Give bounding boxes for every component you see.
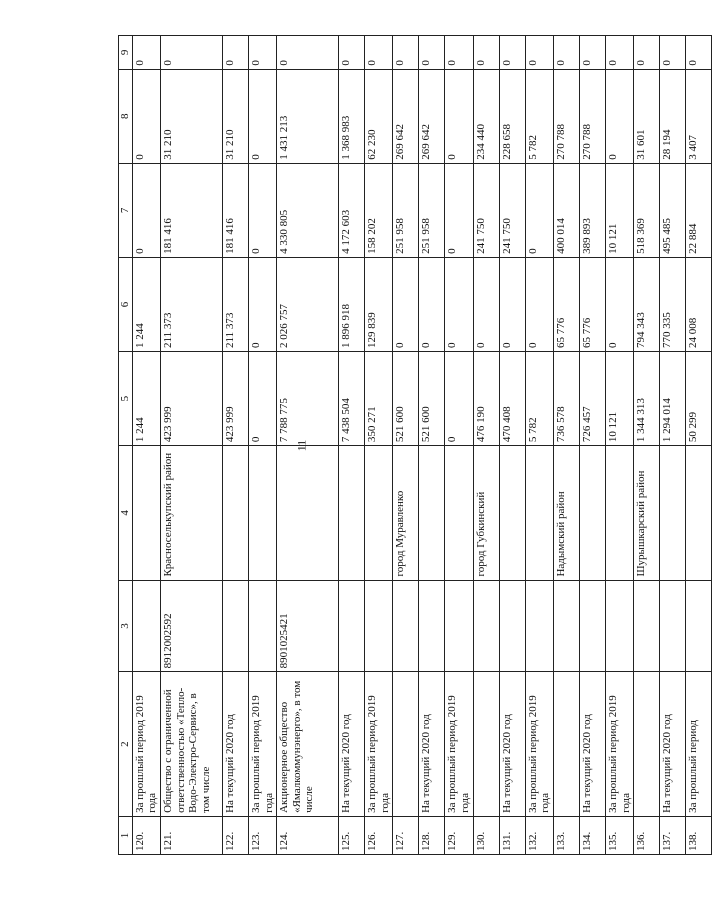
table-cell: 0 <box>445 352 473 446</box>
table-cell <box>525 446 553 580</box>
table-cell: На текущий 2020 год <box>339 672 365 817</box>
table-cell: 65 776 <box>580 257 606 351</box>
data-table <box>118 35 712 855</box>
table-cell: 4 172 603 <box>339 163 365 257</box>
table-cell: 127. <box>393 816 419 854</box>
table-cell <box>339 446 365 580</box>
table-cell: 0 <box>660 36 686 70</box>
table-cell: 181 416 <box>222 163 248 257</box>
table-cell: 2 026 757 <box>277 257 339 351</box>
table-cell: 126. <box>365 816 393 854</box>
table-cell: 270 788 <box>554 69 580 163</box>
table-cell: 0 <box>277 36 339 70</box>
header-cell: 7 <box>119 163 133 257</box>
table-cell: 181 416 <box>160 163 222 257</box>
table-cell: 1 294 014 <box>660 352 686 446</box>
table-cell: На текущий 2020 год <box>499 672 525 817</box>
table-cell: 389 893 <box>580 163 606 257</box>
table-cell: За прошлый период 2019 года <box>248 672 276 817</box>
table-cell: 423 999 <box>160 352 222 446</box>
table-row <box>222 36 248 855</box>
header-cell: 8 <box>119 69 133 163</box>
table-cell: 128. <box>419 816 445 854</box>
table-cell: 121. <box>160 816 222 854</box>
table-cell: 28 194 <box>660 69 686 163</box>
table-cell: 211 373 <box>160 257 222 351</box>
table-cell: За прошлый период 2019 года <box>606 672 634 817</box>
table-row <box>634 36 660 855</box>
table-cell: 31 210 <box>222 69 248 163</box>
table-cell: 4 330 805 <box>277 163 339 257</box>
table-cell: На текущий 2020 год <box>222 672 248 817</box>
table-row <box>132 36 160 855</box>
table-cell: 133. <box>554 816 580 854</box>
table-cell: 31 601 <box>634 69 660 163</box>
table-cell: 5 782 <box>525 69 553 163</box>
table-row <box>660 36 686 855</box>
table-cell: 269 642 <box>393 69 419 163</box>
table-cell: 0 <box>606 36 634 70</box>
table-cell <box>473 672 499 817</box>
table-cell <box>473 580 499 672</box>
table-cell: 7 438 504 <box>339 352 365 446</box>
table-cell: 0 <box>580 36 606 70</box>
table-cell: 0 <box>634 36 660 70</box>
table-cell: 228 658 <box>499 69 525 163</box>
header-cell: 4 <box>119 446 133 580</box>
table-cell: 134. <box>580 816 606 854</box>
table-cell: город Губкинский <box>473 446 499 580</box>
table-cell <box>132 446 160 580</box>
table-cell: 521 600 <box>419 352 445 446</box>
table-cell: 0 <box>445 36 473 70</box>
table-cell: 31 210 <box>160 69 222 163</box>
table-cell: 0 <box>473 257 499 351</box>
table-cell: 770 335 <box>660 257 686 351</box>
table-row <box>365 36 393 855</box>
table-cell: 251 958 <box>419 163 445 257</box>
table-cell <box>365 580 393 672</box>
table-row <box>499 36 525 855</box>
table-cell: 138. <box>686 816 712 854</box>
table-cell <box>222 446 248 580</box>
table-cell: За прошлый период 2019 года <box>445 672 473 817</box>
table-cell: 1 244 <box>132 352 160 446</box>
table-row <box>277 36 339 855</box>
table-cell: 241 750 <box>473 163 499 257</box>
table-cell: 0 <box>499 36 525 70</box>
table-cell: Акционерное общество «Ямалкоммунэнерго», в том числе <box>277 672 339 817</box>
table-cell: 62 230 <box>365 69 393 163</box>
table-cell: 24 008 <box>686 257 712 351</box>
table-cell: 8901025421 <box>277 580 339 672</box>
table-cell: 65 776 <box>554 257 580 351</box>
table-cell: 726 457 <box>580 352 606 446</box>
table-cell: 736 578 <box>554 352 580 446</box>
table-cell: 0 <box>132 163 160 257</box>
table-cell: 0 <box>222 36 248 70</box>
table-row <box>393 36 419 855</box>
table-cell: На текущий 2020 год <box>580 672 606 817</box>
table-cell <box>339 580 365 672</box>
table-cell: 400 014 <box>554 163 580 257</box>
table-cell <box>419 580 445 672</box>
table-cell: 270 788 <box>580 69 606 163</box>
table-cell <box>525 580 553 672</box>
table-cell: 211 373 <box>222 257 248 351</box>
table-cell: 5 782 <box>525 352 553 446</box>
table-cell: 476 190 <box>473 352 499 446</box>
table-row <box>686 36 712 855</box>
table-cell: 423 999 <box>222 352 248 446</box>
table-cell <box>393 672 419 817</box>
table-cell <box>660 446 686 580</box>
table-cell: 269 642 <box>419 69 445 163</box>
table-cell: Шурышкарский район <box>634 446 660 580</box>
table-cell: 135. <box>606 816 634 854</box>
table-cell: За прошлый период <box>686 672 712 817</box>
table-cell <box>248 446 276 580</box>
table-cell: За прошлый период 2019 года <box>365 672 393 817</box>
table-cell: 234 440 <box>473 69 499 163</box>
table-cell: 0 <box>445 69 473 163</box>
page-number: 11 <box>294 439 309 452</box>
table-cell <box>580 446 606 580</box>
table-cell: город Муравленко <box>393 446 419 580</box>
table-cell <box>606 446 634 580</box>
table-cell <box>499 446 525 580</box>
table-cell: 0 <box>554 36 580 70</box>
table-cell <box>248 580 276 672</box>
table-cell: 1 896 918 <box>339 257 365 351</box>
table-cell <box>606 580 634 672</box>
table-cell: 123. <box>248 816 276 854</box>
table-cell: 7 788 775 <box>277 352 339 446</box>
table-cell: 0 <box>419 257 445 351</box>
table-cell: 1 368 983 <box>339 69 365 163</box>
header-cell: 9 <box>119 36 133 70</box>
table-cell <box>634 672 660 817</box>
table-cell: Общество с ограниченной ответственностью «Тепло-Водо-Электро-Сервис», в том числе <box>160 672 222 817</box>
table-cell: 0 <box>248 352 276 446</box>
table-cell: 1 344 313 <box>634 352 660 446</box>
table-cell: 241 750 <box>499 163 525 257</box>
table-cell: 0 <box>606 69 634 163</box>
table-cell: 0 <box>248 69 276 163</box>
table-cell <box>660 580 686 672</box>
table-row <box>248 36 276 855</box>
table-cell: 137. <box>660 816 686 854</box>
table-cell <box>686 580 712 672</box>
table-cell: 518 369 <box>634 163 660 257</box>
table-cell: 131. <box>499 816 525 854</box>
header-cell: 5 <box>119 352 133 446</box>
table-cell: 794 343 <box>634 257 660 351</box>
table-cell: 129 839 <box>365 257 393 351</box>
table-cell: 0 <box>525 163 553 257</box>
table-cell: 0 <box>419 36 445 70</box>
table-cell: 130. <box>473 816 499 854</box>
table-cell: За прошлый период 2019 года <box>132 672 160 817</box>
table-cell <box>686 446 712 580</box>
table-cell: 22 884 <box>686 163 712 257</box>
header-row <box>119 36 133 855</box>
table-cell: 0 <box>132 69 160 163</box>
table-cell: 0 <box>160 36 222 70</box>
table-cell: 120. <box>132 816 160 854</box>
table-cell: 1 244 <box>132 257 160 351</box>
table-cell <box>580 580 606 672</box>
table-cell: 0 <box>473 36 499 70</box>
table-row <box>445 36 473 855</box>
table-cell: 0 <box>445 257 473 351</box>
table-cell: 3 407 <box>686 69 712 163</box>
table-cell: 0 <box>525 36 553 70</box>
table-cell <box>365 446 393 580</box>
table-cell: 50 299 <box>686 352 712 446</box>
table-row <box>473 36 499 855</box>
table-cell: 0 <box>339 36 365 70</box>
table-cell: За прошлый период 2019 года <box>525 672 553 817</box>
table-cell: 0 <box>525 257 553 351</box>
table-cell: 0 <box>248 163 276 257</box>
table-cell: 0 <box>393 36 419 70</box>
table-cell <box>419 446 445 580</box>
table-cell: 0 <box>248 257 276 351</box>
table-cell: 470 408 <box>499 352 525 446</box>
table-cell <box>554 672 580 817</box>
table-cell <box>634 580 660 672</box>
table-cell: Надымский район <box>554 446 580 580</box>
header-cell: 2 <box>119 672 133 817</box>
table-cell: 1 431 213 <box>277 69 339 163</box>
table-cell: На текущий 2020 год <box>419 672 445 817</box>
table-cell <box>132 580 160 672</box>
table-cell: 495 485 <box>660 163 686 257</box>
table-cell: 0 <box>248 36 276 70</box>
table-cell: 251 958 <box>393 163 419 257</box>
table-cell <box>499 580 525 672</box>
table-row <box>580 36 606 855</box>
table-cell: 124. <box>277 816 339 854</box>
table-cell <box>554 580 580 672</box>
table-cell: 521 600 <box>393 352 419 446</box>
table-cell <box>222 580 248 672</box>
table-cell: 0 <box>686 36 712 70</box>
table-cell: 132. <box>525 816 553 854</box>
table-cell: 136. <box>634 816 660 854</box>
table-row <box>525 36 553 855</box>
table-cell <box>445 580 473 672</box>
header-cell: 1 <box>119 816 133 854</box>
table-cell: 129. <box>445 816 473 854</box>
table-cell: 0 <box>132 36 160 70</box>
table-cell: 158 202 <box>365 163 393 257</box>
table-cell: 0 <box>606 257 634 351</box>
rotated-table-wrapper <box>118 35 700 855</box>
header-cell: 3 <box>119 580 133 672</box>
table-cell <box>393 580 419 672</box>
table-cell: 125. <box>339 816 365 854</box>
table-cell: 0 <box>445 163 473 257</box>
table-cell: Красноселькупский район <box>160 446 222 580</box>
table-cell <box>277 446 339 580</box>
table-row <box>419 36 445 855</box>
table-row <box>554 36 580 855</box>
table-cell: 0 <box>365 36 393 70</box>
table-cell: 10 121 <box>606 163 634 257</box>
table-cell <box>445 446 473 580</box>
table-cell: 0 <box>393 257 419 351</box>
header-cell: 6 <box>119 257 133 351</box>
table-row <box>339 36 365 855</box>
table-cell: 8912002592 <box>160 580 222 672</box>
table-cell: 122. <box>222 816 248 854</box>
table-row <box>160 36 222 855</box>
table-cell: 0 <box>499 257 525 351</box>
table-cell: 350 271 <box>365 352 393 446</box>
table-cell: На текущий 2020 год <box>660 672 686 817</box>
table-row <box>606 36 634 855</box>
table-cell: 10 121 <box>606 352 634 446</box>
